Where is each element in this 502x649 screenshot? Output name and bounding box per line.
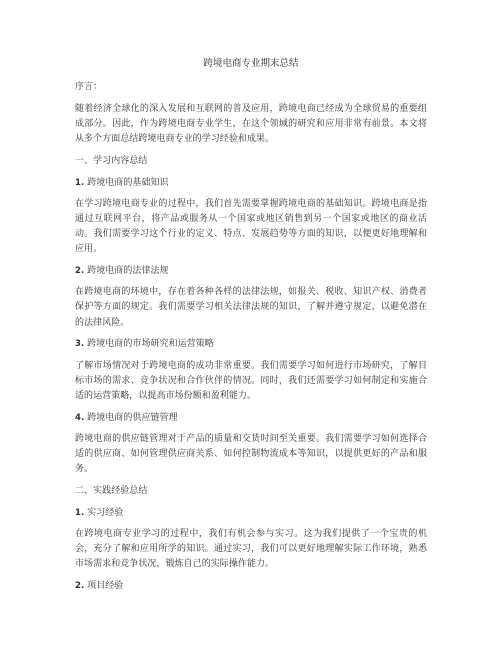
section-1-item-1-body: 在学习跨境电商专业的过程中，我们首先需要掌握跨境电商的基础知识。跨境电商是指通过互联网平台，将产品或服务从一个国家或地区销售到另一个国家或地区的商业活动。我们需要学习这个行业的定义、特点、发展趋势等方面的知识，以便更好地理解和应用。 bbox=[75, 198, 427, 255]
item-title: 跨境电商的基础知识 bbox=[84, 177, 169, 188]
section-2-item-1-body: 在跨境电商专业学习的过程中，我们有机会参与实习。这为我们提供了一个宝贵的机会，充分了解和应用所学的知识。通过实习，我们可以更好地理解实际工作环境，熟悉市场需求和竞争状况，锻炼自己的实际操作能力。 bbox=[75, 528, 427, 570]
item-number: 1. bbox=[75, 507, 85, 518]
section-1-item-3-body: 了解市场情况对于跨境电商的成功非常重要。我们需要学习如何进行市场研究，了解目标市场的需求、竞争状况和合作伙伴的情况。同时，我们还需要学习如何制定和实施合适的运营策略，以提高市场份额和盈利能力。 bbox=[75, 360, 427, 401]
item-number: 3. bbox=[75, 339, 85, 350]
section-1-heading: 一、学习内容总结 bbox=[75, 155, 148, 166]
section-1-item-3-heading bbox=[75, 337, 427, 352]
item-title: 跨境电商的法律法规 bbox=[84, 266, 169, 277]
intro-paragraph: 随着经济全球化的深入发展和互联网的普及应用，跨境电商已经成为全球贸易的重要组成部分。因此，作为跨境电商专业学生，在这个领域的研究和应用非常有前景。本文将从多个方面总结跨境电商专业的学习经验和成果。 bbox=[75, 103, 427, 145]
item-title: 项目经验 bbox=[84, 580, 124, 591]
item-number: 1. bbox=[75, 177, 85, 188]
section-2-item-2-heading bbox=[75, 579, 427, 594]
section-2-heading: 二、实践经验总结 bbox=[75, 485, 148, 496]
item-title: 跨境电商的供应链管理 bbox=[84, 412, 178, 423]
document-body bbox=[75, 80, 427, 600]
section-1-item-2-body: 在跨境电商的环境中，存在着各种各样的法律法规，如报关、税收、知识产权、消费者保护等方面的规定。我们需要学习相关法律法规的知识，了解并遵守规定，以避免潜在的法律风险。 bbox=[75, 287, 427, 328]
item-title: 实习经验 bbox=[84, 507, 124, 518]
preface-label: 序言： bbox=[75, 82, 103, 92]
item-number: 2. bbox=[75, 580, 85, 591]
document-title: 跨境电商专业期末总结 bbox=[203, 58, 299, 69]
item-number: 4. bbox=[75, 412, 85, 423]
item-title: 跨境电商的市场研究和运营策略 bbox=[84, 339, 214, 350]
section-2-item-1-heading bbox=[75, 506, 427, 521]
section-1-item-4-heading bbox=[75, 411, 427, 426]
item-number: 2. bbox=[75, 266, 85, 277]
section-1-item-4-body: 跨境电商的供应链管理对于产品的质量和交货时间至关重要。我们需要学习如何选择合适的供应商、如何管理供应商关系、如何控制物流成本等知识，以提供更好的产品和服务。 bbox=[75, 433, 427, 475]
section-1-item-2-heading bbox=[75, 264, 427, 279]
section-1-item-1-heading bbox=[75, 176, 427, 191]
